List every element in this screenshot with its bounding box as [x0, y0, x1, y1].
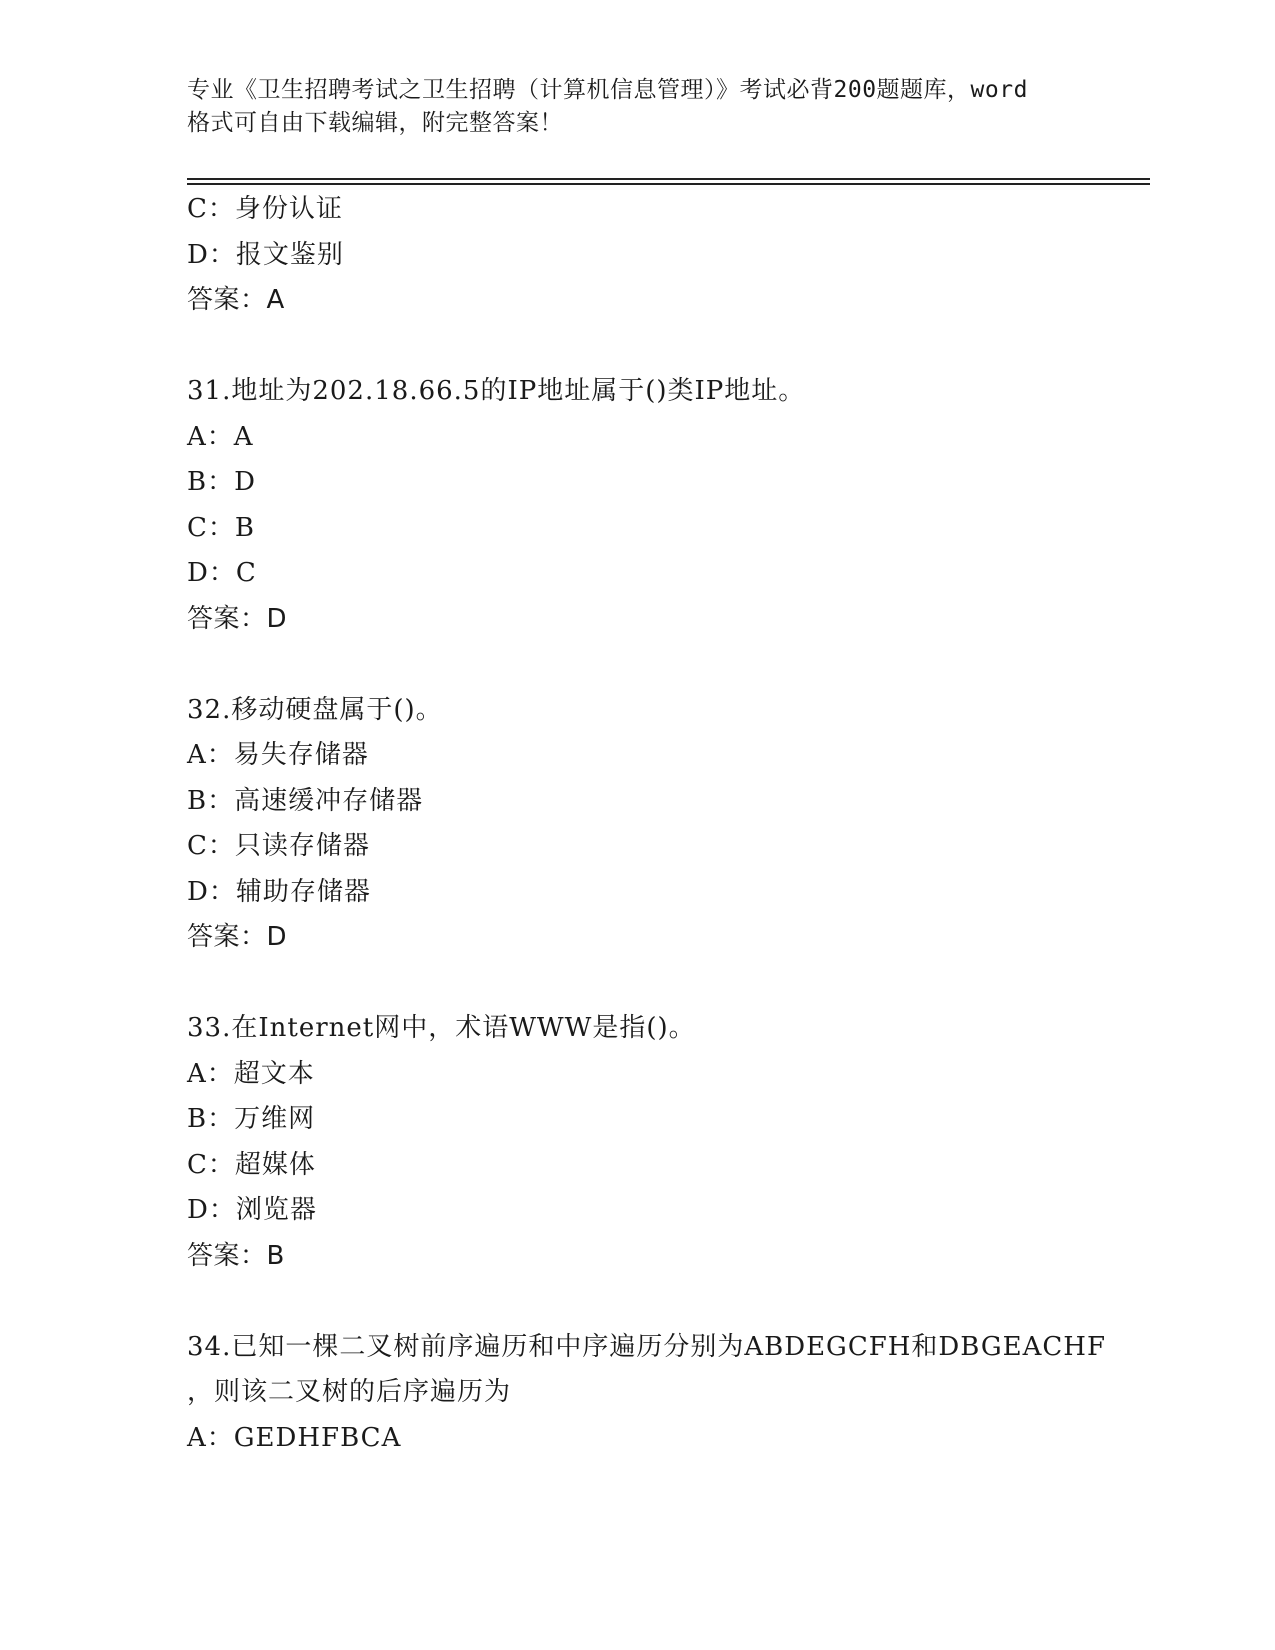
document-header — [187, 74, 1087, 140]
option-b: B：万维网 — [187, 1104, 316, 1134]
option-a: A：A — [187, 421, 254, 452]
option-d: D：辅助存储器 — [187, 876, 371, 907]
option-c: C：只读存储器 — [187, 831, 370, 861]
option-a: A：超文本 — [187, 1058, 315, 1089]
question-stem-31: 31.地址为202.18.66.5的IP地址属于()类IP地址。 — [187, 376, 806, 406]
header-line-2: 格式可自由下载编辑，附完整答案！ — [187, 110, 563, 136]
answer-line: 答案：A — [187, 285, 285, 315]
answer-line: 答案：B — [187, 1240, 285, 1271]
question-stem-33: 33.在Internet网中，术语WWW是指()。 — [187, 1013, 696, 1043]
question-stem-34: 34.已知一棵二叉树前序遍历和中序遍历分别为ABDEGCFH和DBGEACHF — [187, 1331, 1107, 1362]
option-d: D：C — [187, 558, 257, 588]
question-stem-34-continued: ，则该二叉树的后序遍历为 — [187, 1377, 512, 1407]
option-a: A：GEDHFBCA — [187, 1422, 402, 1453]
option-d: D：报文鉴别 — [187, 239, 344, 270]
option-a: A：易失存储器 — [187, 740, 369, 770]
header-divider-top — [187, 178, 1150, 180]
answer-line: 答案：D — [187, 603, 288, 634]
header-divider-bottom — [187, 183, 1150, 185]
answer-line: 答案：D — [187, 922, 288, 952]
question-stem-32: 32.移动硬盘属于()。 — [187, 694, 443, 725]
question-list — [187, 187, 1137, 1461]
header-line-1: 专业《卫生招聘考试之卫生招聘（计算机信息管理）》考试必背200题题库，word — [187, 77, 1028, 103]
option-d: D：浏览器 — [187, 1195, 317, 1225]
option-c: C：B — [187, 512, 256, 543]
option-b: B：D — [187, 467, 256, 497]
option-c: C：超媒体 — [187, 1149, 316, 1180]
option-b: B：高速缓冲存储器 — [187, 785, 424, 816]
option-c: C：身份认证 — [187, 194, 343, 224]
